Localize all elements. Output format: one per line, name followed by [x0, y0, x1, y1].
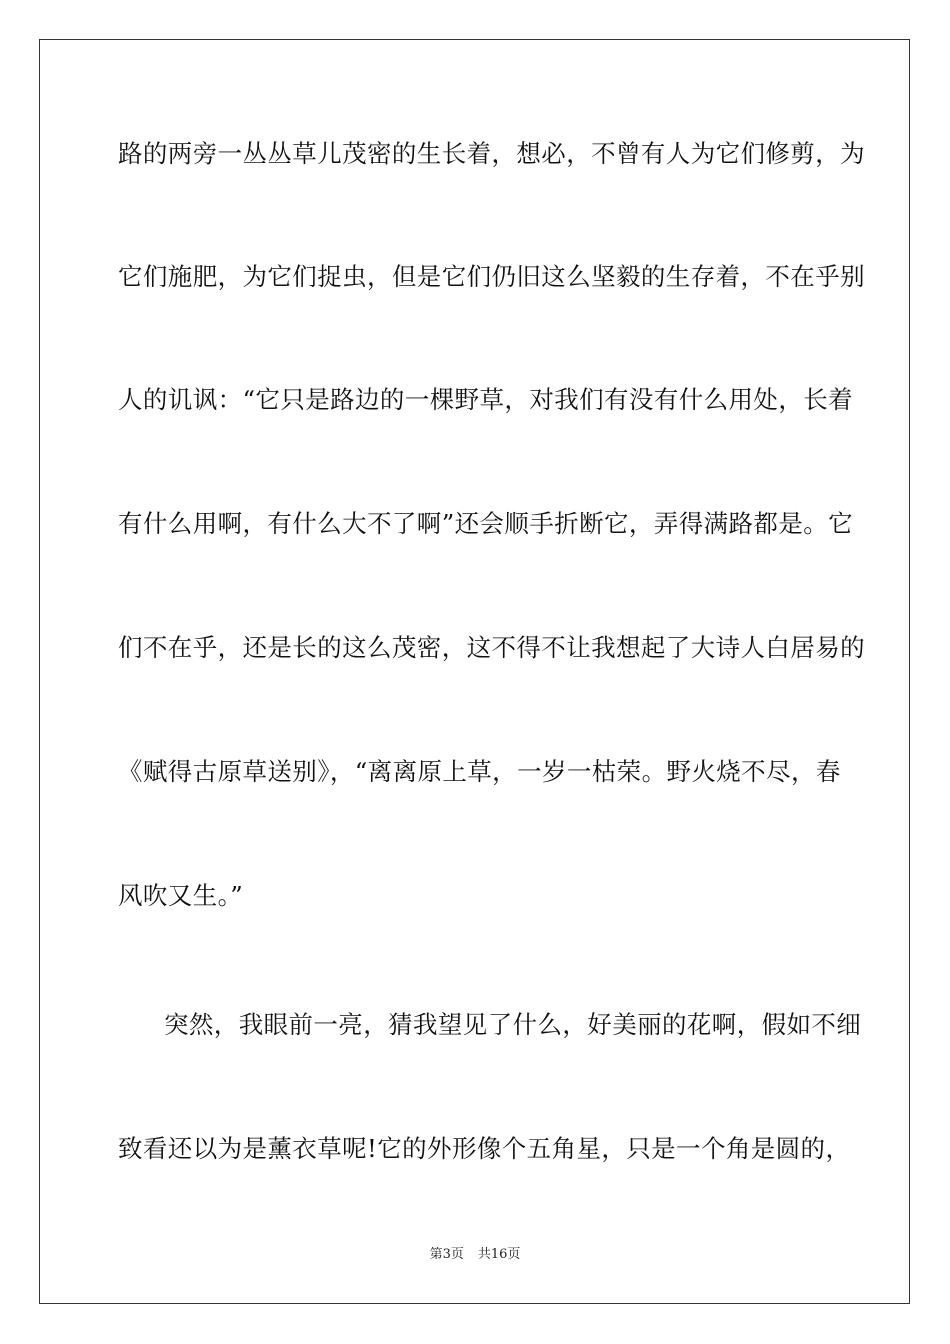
- text-line-8: 突然，我眼前一亮，猜我望见了什么，好美丽的花啊，假如不细: [164, 1010, 862, 1039]
- text-line-9: 致看还以为是薰衣草呢!它的外形像个五角星，只是一个角是圆的，: [118, 1134, 851, 1163]
- page-border: [39, 39, 910, 1304]
- text-line-6: 《赋得古原草送别》，“离离原上草，一岁一枯荣。野火烧不尽，春: [118, 757, 841, 786]
- page-number: 第3页: [429, 1247, 464, 1262]
- text-line-5: 们不在乎，还是长的这么茂密，这不得不让我想起了大诗人白居易的: [118, 633, 865, 662]
- text-line-7: 风吹又生。”: [118, 881, 244, 910]
- page-footer: [0, 1246, 950, 1264]
- text-line-2: 它们施肥，为它们捉虫，但是它们仍旧这么坚毅的生存着，不在乎别: [118, 262, 865, 291]
- page-total: 共16页: [477, 1247, 521, 1262]
- text-line-1: 路的两旁一丛丛草儿茂密的生长着，想必，不曾有人为它们修剪，为: [118, 139, 865, 168]
- text-line-3: 人的讥讽：“它只是路边的一棵野草，对我们有没有什么用处，长着: [118, 385, 854, 414]
- text-line-4: 有什么用啊，有什么大不了啊”还会顺手折断它，弄得满路都是。它: [118, 509, 854, 538]
